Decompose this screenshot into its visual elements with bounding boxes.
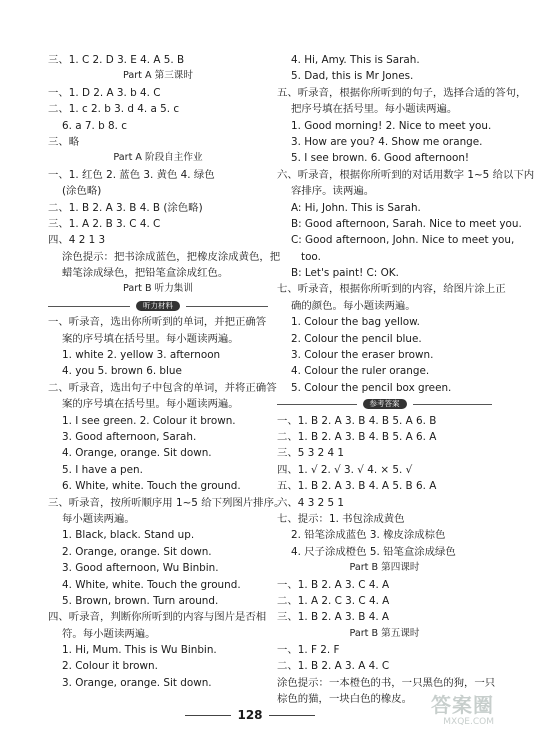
text-line: 二、1. B 2. A 3. B 4. B (涂色略) (48, 201, 203, 214)
watermark-logo (406, 694, 494, 728)
right-column (277, 52, 534, 708)
text-line: 4. you 5. brown 6. blue (62, 365, 182, 378)
text-line: C: Good afternoon, John. Nice to meet you, (291, 234, 515, 247)
badge-rule (186, 306, 268, 307)
text-line: 5. Brown, brown. Turn around. (62, 594, 219, 607)
text-line: 符。每小题读两遍。 (62, 627, 156, 640)
badge-rule (413, 404, 493, 405)
text-line: 1. Good morning! 2. Nice to meet you. (291, 119, 492, 132)
text-line: 4. White, white. Touch the ground. (62, 578, 241, 591)
text-line: 二、1. A 2. C 3. C 4. A (277, 594, 390, 607)
text-line: 涂色提示：一本橙色的书，一只黑色的狗，一只 (277, 676, 496, 689)
text-line: 四、4 2 1 3 (48, 234, 106, 247)
text-line: 4. 尺子涂成橙色 5. 铅笔盒涂成绿色 (291, 545, 456, 558)
text-line: 三、1. A 2. B 3. C 4. C (48, 217, 161, 230)
text-line: 一、1. 红色 2. 蓝色 3. 黄色 4. 绿色 (48, 168, 215, 181)
text-line: 棕色的猫，一块白色的橡皮。 (277, 693, 413, 706)
section-badge-row (48, 298, 268, 314)
text-line: 5. Colour the pencil box green. (291, 381, 452, 394)
section-heading: Part A 阶段自主作业 (113, 152, 203, 164)
text-line: 2. Colour the pencil blue. (291, 332, 422, 345)
text-line: 五、1. B 2. A 3. B 4. A 5. B 6. A (277, 480, 437, 493)
text-line: 1. Black, black. Stand up. (62, 529, 195, 542)
text-line: 蜡笔涂成绿色，把铅笔盒涂成红色。 (62, 267, 229, 280)
text-line: 涂色提示：把书涂成蓝色，把橡皮涂成黄色，把 (62, 250, 281, 263)
text-line: 6. White, white. Touch the ground. (62, 480, 241, 493)
text-line: 2. Colour it brown. (62, 660, 158, 673)
badge-rule (277, 404, 357, 405)
text-line: 三、1. B 2. A 3. B 4. A (277, 611, 390, 624)
badge-rule (48, 306, 130, 307)
text-line: 六、听录音，根据你所听到的对话用数字 1~5 给以下内 (277, 168, 534, 181)
text-line: 1. Hi, Mum. This is Wu Binbin. (62, 644, 217, 657)
text-line: 一、1. B 2. A 3. B 4. B 5. A 6. B (277, 414, 437, 427)
text-line: 一、听录音，选出你所听到的单词，并把正确答 (48, 316, 267, 329)
text-line: 4. Colour the ruler orange. (291, 365, 430, 378)
watermark-url: MXQE.COM (443, 717, 494, 727)
text-line: 3. Colour the eraser brown. (291, 349, 434, 362)
text-line: B: Let's paint! C: OK. (291, 267, 399, 280)
section-heading: Part A 第三课时 (123, 70, 193, 82)
text-line: 案的序号填在括号里。每小题读两遍。 (62, 398, 239, 411)
text-line: 三、5 3 2 4 1 (277, 447, 345, 460)
text-line: 二、听录音，选出句子中包含的单词，并将正确答 (48, 381, 277, 394)
text-line: 6. a 7. b 8. c (62, 119, 127, 132)
text-line: 七、提示：1. 书包涂成黄色 (277, 512, 405, 525)
text-line: 容排序。读两遍。 (291, 185, 375, 198)
text-line: 1. Colour the bag yellow. (291, 316, 420, 329)
text-line: 把序号填在括号里。每小题读两遍。 (291, 103, 458, 116)
text-line: 二、1. c 2. b 3. d 4. a 5. c (48, 103, 180, 116)
text-line: 七、听录音，根据你所听到的内容，给图片涂上正 (277, 283, 506, 296)
text-line: 4. Orange, orange. Sit down. (62, 447, 212, 460)
section-heading: Part B 第四课时 (349, 562, 420, 574)
text-line: 3. Good afternoon, Sarah. (62, 430, 197, 443)
text-line: 二、1. B 2. A 3. A 4. C (277, 660, 390, 673)
text-line: 三、1. C 2. D 3. E 4. A 5. B (48, 54, 185, 66)
text-line: 3. Good afternoon, Wu Binbin. (62, 562, 219, 575)
text-line: 2. 铅笔涂成蓝色 3. 橡皮涂成棕色 (291, 529, 446, 542)
text-line: 六、4 3 2 5 1 (277, 496, 345, 509)
text-line: 案的序号填在括号里。每小题读两遍。 (62, 332, 239, 345)
page-number: 128 (237, 708, 263, 722)
text-line: 每小题读两遍。 (62, 512, 135, 525)
left-column (48, 52, 285, 691)
text-line: 4. Hi, Amy. This is Sarah. (291, 54, 420, 66)
text-line: 一、1. D 2. A 3. b 4. C (48, 86, 161, 99)
text-line: 三、听录音，按所听顺序用 1~5 给下列图片排序。 (48, 496, 285, 509)
text-line: 一、1. B 2. A 3. C 4. A (277, 578, 390, 591)
text-line: B: Good afternoon, Sarah. Nice to meet you. (291, 217, 522, 230)
text-line: 1. I see green. 2. Colour it brown. (62, 414, 236, 427)
text-line: 5. I have a pen. (62, 463, 143, 476)
text-line: too. (301, 250, 321, 263)
text-line: 3. How are you? 4. Show me orange. (291, 135, 483, 148)
text-line: A: Hi, John. This is Sarah. (291, 201, 421, 214)
section-badge-row (277, 396, 492, 412)
text-line: (涂色略) (62, 185, 102, 198)
text-line: 3. Orange, orange. Sit down. (62, 676, 212, 689)
section-heading: Part B 听力集训 (123, 283, 193, 295)
text-line: 三、略 (48, 135, 80, 148)
text-line: 1. white 2. yellow 3. afternoon (62, 349, 221, 362)
section-heading: Part B 第五课时 (349, 627, 420, 639)
footer-rule-right (269, 715, 315, 716)
text-line: 二、1. B 2. A 3. B 4. B 5. A 6. A (277, 430, 437, 443)
text-line: 5. I see brown. 6. Good afternoon! (291, 152, 470, 165)
watermark-text: 答案圈 (431, 693, 494, 717)
section-badge: 听力材料 (136, 301, 180, 311)
text-line: 五、听录音，根据你所听到的句子，选择合适的答句， (277, 86, 527, 99)
text-line: 5. Dad, this is Mr Jones. (291, 70, 414, 83)
text-line: 2. Orange, orange. Sit down. (62, 545, 212, 558)
text-line: 一、1. F 2. F (277, 644, 340, 657)
text-line: 四、听录音，判断你所听到的内容与图片是否相 (48, 611, 267, 624)
footer-rule-left (185, 715, 231, 716)
text-line: 确的颜色。每小题读两遍。 (291, 299, 416, 312)
section-badge: 参考答案 (363, 399, 407, 409)
text-line: 四、1. √ 2. √ 3. √ 4. × 5. √ (277, 463, 413, 476)
